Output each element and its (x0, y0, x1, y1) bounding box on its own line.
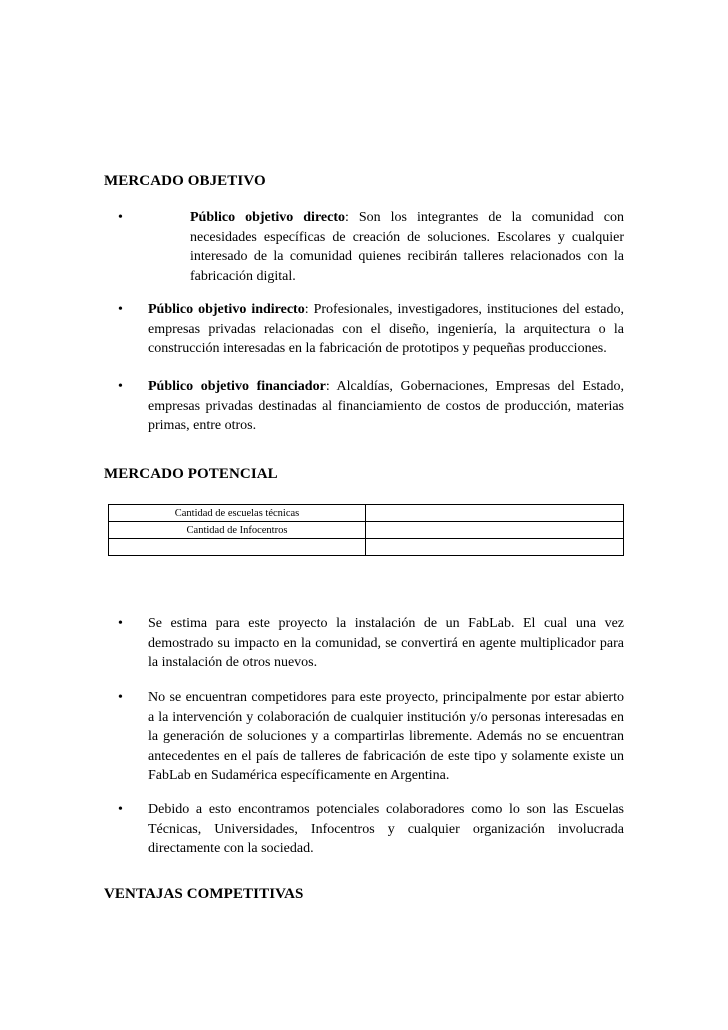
table-cell: Cantidad de Infocentros (109, 522, 366, 539)
bullet-text (190, 208, 624, 286)
table-cell (366, 522, 624, 539)
table-cell: Cantidad de escuelas técnicas (109, 505, 366, 522)
table-cell (109, 539, 366, 556)
heading-mercado-objetivo: MERCADO OBJETIVO (104, 173, 266, 189)
bullet-potencial-3 (104, 800, 624, 859)
bullet-marker: • (118, 379, 123, 394)
bullet-text (148, 377, 624, 436)
desc-publico-financiador: : Alcaldías, Gobernaciones, Empresas del Estado, empresas privadas destinadas al financiamiento de costos de producción, materias primas, entre otros. (148, 379, 625, 433)
term-publico-financiador: Público objetivo financiador (148, 379, 326, 394)
term-publico-indirecto: Público objetivo indirecto (148, 302, 305, 317)
bullet-marker: • (118, 302, 123, 317)
bullet-text: No se encuentran competidores para este proyecto, principalmente por estar abierto a la intervención y colaboración de cualquier institución y/o personas interesadas en la generación de soluciones y a compartirlas libremente. Además no se encuentran antecedentes en el país de talleres de fabricación de este tipo y solamente existe un FabLab en Sudamérica específicamente en Argentina. (148, 690, 624, 783)
mercado-potencial-table (108, 504, 624, 556)
bullet-text (148, 300, 624, 359)
table-row (109, 539, 624, 556)
desc-publico-directo: : Son los integrantes de la comunidad con necesidades específicas de creación de soluciones. Escolares y cualquier interesado de la comunidad quienes recibirán talleres relacionados con la fabricación digital. (190, 210, 624, 284)
bullet-text: Se estima para este proyecto la instalación de un FabLab. El cual una vez demostrado su impacto en la comunidad, se convertirá en agente multiplicador para la instalación de otros nuevos. (148, 616, 624, 670)
table-cell (366, 505, 624, 522)
bullet-marker: • (118, 210, 123, 225)
bullet-marker: • (118, 616, 123, 631)
bullet-publico-directo (104, 208, 624, 286)
bullet-marker: • (118, 690, 123, 705)
heading-ventajas-competitivas: VENTAJAS COMPETITIVAS (104, 886, 304, 902)
heading-mercado-potencial: MERCADO POTENCIAL (104, 466, 278, 482)
table-row (109, 522, 624, 539)
bullet-potencial-2 (104, 688, 624, 786)
bullet-publico-indirecto (104, 300, 624, 359)
desc-publico-indirecto: : Profesionales, investigadores, instituciones del estado, empresas privadas relacionadas con el diseño, ingeniería, la arquitectura o la construcción interesadas en la fabricación de prototipos y pequeñas producciones. (148, 302, 625, 356)
term-publico-directo: Público objetivo directo (190, 210, 346, 225)
bullet-potencial-1 (104, 614, 624, 673)
table-cell (366, 539, 624, 556)
bullet-marker: • (118, 802, 123, 817)
table-row (109, 505, 624, 522)
bullet-publico-financiador (104, 377, 624, 436)
bullet-text: Debido a esto encontramos potenciales colaboradores como lo son las Escuelas Técnicas, Universidades, Infocentros y cualquier organización involucrada directamente con la sociedad. (148, 802, 624, 856)
